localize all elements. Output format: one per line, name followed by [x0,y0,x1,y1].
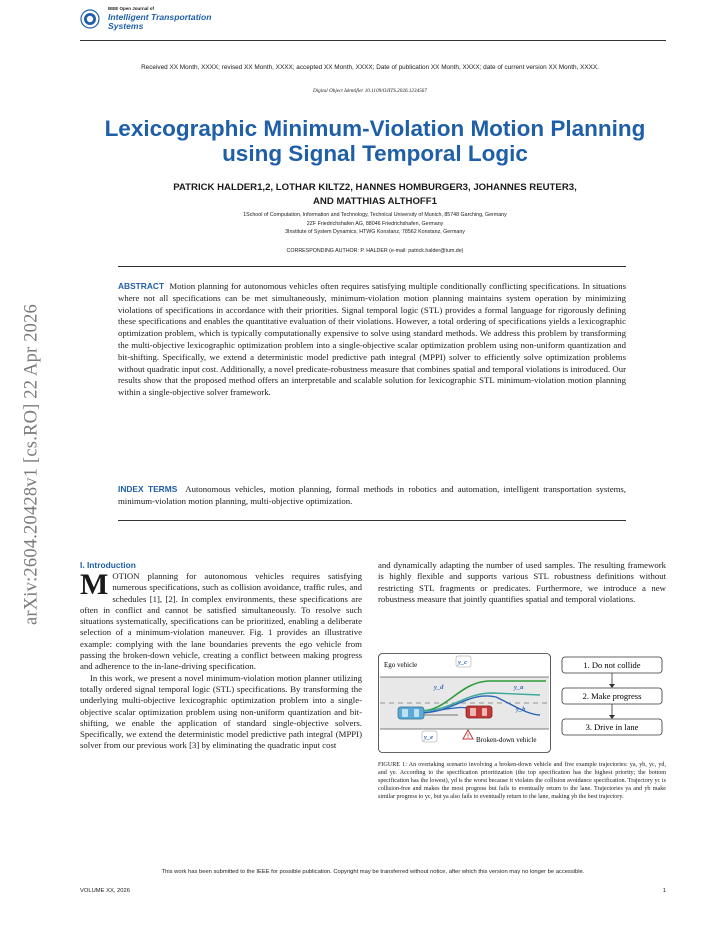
corresponding-author: CORRESPONDING AUTHOR: P. HALDER (e-mail: patrick.halder@tum.de) [286,248,464,254]
spec-arrowhead-1 [609,684,615,688]
traj-label-c: y_c [458,659,468,666]
abstract [118,281,626,399]
journal-subtitle: IEEE Open Journal of [108,6,155,11]
arxiv-stamp: arXiv:2604.20428v1 [cs.RO] 22 Apr 2026 [21,303,42,626]
spec-2-label: 2. Make progress [582,691,642,701]
right-column [378,560,666,605]
affiliations [110,211,640,237]
index-terms-label: INDEX TERMS [118,484,178,494]
affiliation-1: 1School of Computation, Information and Technology, Technical University of Munich, 85748 Garching, Germany [243,212,507,218]
intro-paragraph-3: and dynamically adapting the number of used samples. The resulting framework is highly flexible and supports various STL robustness definitions without restricting STL fragments or predicates. Furthermore, we introduce a new robustness measure that jointly quantifies spatial and temporal violations. [378,560,666,604]
header-rule [80,40,666,41]
figure-caption: FIGURE 1: An overtaking scenario involving a broken-down vehicle and five example trajectories: ya, yb, yc, yd, and ye. According to the specification prioritization (the top specification has the highest priority; the bottom specification has the lowest), yd is the worst because it violates the collision avoidance specification. Trajectory yc is collision-free and makes the most progress but fails to eventually return to the lane. Trajectories ya and yb make similar progress to yc, but ya also fails to eventually return to the lane, making yb the best trajectory. [378,762,666,801]
abstract-top-rule [118,266,626,267]
traj-label-b: y_b [516,706,526,713]
journal-name [108,13,258,31]
svg-text:!: ! [467,734,469,740]
authors [95,181,655,209]
spec-1-label: 1. Do not collide [583,660,641,670]
authors-line2: AND MATTHIAS ALTHOFF1 [313,196,437,207]
left-column [80,568,362,752]
ego-vehicle-label: Ego vehicle [384,661,418,669]
intro-paragraph-2: In this work, we present a novel minimum-violation motion planner utilizing totally ordered signal temporal logic (STL) specifications. By transforming the underlying multi-objective lexicographic optimization problem into a single-objective scalar optimization problem using non-uniform quantization and bit-shifting, we enable the application of standard single-objective solvers. Specifically, we extend the deterministic model predictive path integral (MPPI) solver from our previous work [3] by eliminating the quadratic input cost [80,672,362,751]
affiliation-2: 2ZF Friedrichshafen AG, 88046 Friedrichshafen, Germany [306,220,444,227]
spec-3-label: 3. Drive in lane [585,722,639,732]
figure-1 [378,653,666,753]
authors-line1: PATRICK HALDER1,2, LOTHAR KILTZ2, HANNES HOMBURGER3, JOHANNES REUTER3, [173,182,577,193]
traj-label-d: y_d [434,684,444,691]
abstract-text: Motion planning for autonomous vehicles often requires satisfying multiple conditionally conflicting specifications. In situations where not all specifications can be met simultaneously, minimum-violation motion planning maintains system operation by minimizing violations of specifications in accordance with their priorities. Signal temporal logic (STL) provides a formal language for rigorously defining these specifications and enables the quantitative evaluation of their violations. However, a total ordering of specifications yields a lexicographic optimization problem, which is typically computationally expensive to solve using standard methods. We address this problem by transforming the multi-objective lexicographic optimization problem into a single-objective scalar optimization problem using non-uniform quantization and bit-shifting. Specifically, we extend a deterministic model predictive path integral (MPPI) solver to efficiently solve optimization problems without quadratic input cost. Additionally, a novel predicate-robustness measure that combines spatial and temporal violations is introduced. Our results show that the proposed method offers an interpretable and scalable solution for lexicographic STL minimum-violation motion planning within a single-objective solver framework. [118,281,626,398]
journal-name-line1: Intelligent Transportation [108,12,212,22]
paper-title: Lexicographic Minimum-Violation Motion Planning using Signal Temporal Logic [104,116,646,166]
intro-paragraph-1: OTION planning for autonomous vehicles requires satisfying numerous specifications, such as collision avoidance, traffic rules, and schedules [1], [2]. In complex environments, these specifications are often in conflict and cannot be satisfied simultaneously. To resolve such situations systematically, specifications can be prioritized, enabling a deliberate selection of a minimum-violation maneuver. Fig. 1 provides an illustrative example: complying with the lane boundaries prevents the ego vehicle from passing the broken-down vehicle, creating a conflict between making progress and adherence to the in-lane-driving specification. [80,571,362,672]
traj-label-e: y_e [424,734,434,741]
received-dates: Received XX Month, XXXX; revised XX Month, XXXX; accepted XX Month, XXXX; Date of publication XX Month, XXXX; date of current version XX Month, XXXX. [141,64,599,71]
volume-info: VOLUME XX, 2026 [80,888,130,894]
broken-vehicle-label: Broken-down vehicle [476,736,537,744]
ego-vehicle [398,707,424,719]
index-terms-text: Autonomous vehicles, motion planning, formal methods in robotics and automation, intelligent transportation systems, minimum-violation motion planning, multi-objective optimization. [118,484,626,506]
drop-cap: M [80,568,109,601]
abstract-bottom-rule [118,520,626,521]
copyright-notice: This work has been submitted to the IEEE for possible publication. Copyright may be transferred without notice, after which this version may no longer be accessible. [161,869,585,875]
broken-down-vehicle [466,706,492,718]
journal-name-line2: Systems [108,21,144,31]
page-number: 1 [662,888,666,894]
abstract-label: ABSTRACT [118,281,165,291]
traj-label-a: y_a [514,684,524,691]
ieee-logo [80,9,100,29]
affiliation-3: 3Institute of System Dynamics, HTWG Konstanz, 78562 Konstanz, Germany [285,229,465,236]
doi: Digital Object Identifier 10.1109/OJITS.2026.1234567 [312,88,427,94]
index-terms [118,484,626,508]
spec-arrowhead-2 [609,715,615,719]
section-heading: I. Introduction [80,560,136,570]
